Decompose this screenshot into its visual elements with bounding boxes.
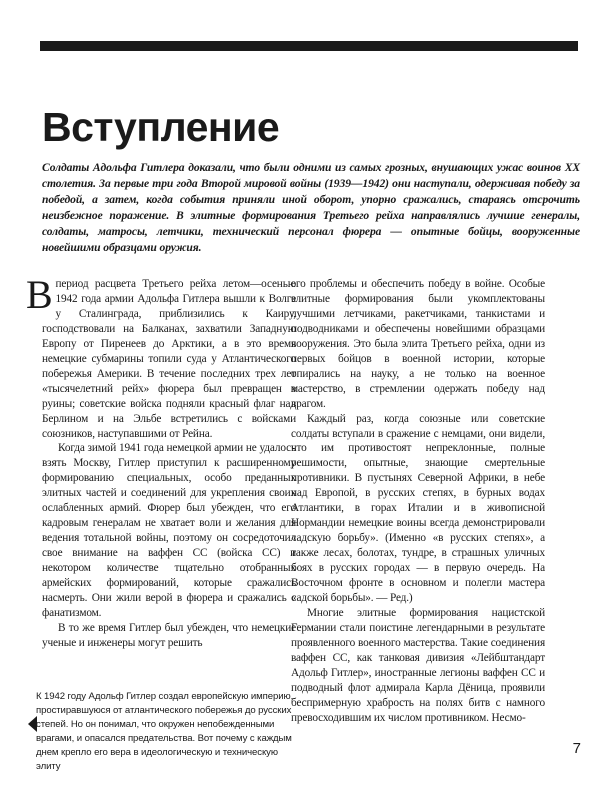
body-paragraph-1 bbox=[26, 272, 296, 441]
right-column bbox=[291, 277, 545, 726]
body-paragraph-4: его проблемы и обеспечить победу в войне. Особые элитные формирования были укомплектованы лучшими летчиками, ракетчиками, танкистами и подводниками и обеспечены новейшими образцами вооружения. Это была элита Третьего рейха, одни из первых бойцов в военной истории, которые опирались на науку, а не только на военное мастерство, в стремлении одержать победу над врагом. bbox=[291, 278, 545, 410]
body-paragraph-5: Каждый раз, когда союзные или советские солдаты вступали в сражение с немцами, они видели, что им противостоят непреклонные, полные решимости, опытные, знающие смертельные противники. В пустынях Северной Африки, в небе над Европой, в русских степях, в бурных водах Атлантики, в горах Италии и в живописной Нормандии немецкие воины всегда демонстрировали «адскую борьбу». (Именно «в русских степях», а также лесах, болотах, тундре, в страшных уличных боях в русских городах — в первую очередь. На Восточном фронте в основном и полегли мастера «адской борьбы». — Ред.) bbox=[291, 412, 545, 605]
chapter-title: Вступление bbox=[42, 104, 280, 150]
body-paragraph-2: Когда зимой 1941 года немецкой армии не удалось взять Москву, Гитлер приступил к расширенному формированию специальных, особо преданных элитных частей и соединений для укрепления своих ослабленных армий. Фюрер был убежден, что его кадровым генералам не хватает воли и желания для ведения тотальной войны, поэтому он сосредоточил свое внимание на ваффен СС (войска СС) и некотором количестве тщательно отобранных армейских формирований, которые сражались насмерть. Они жили верой в фюрера и сражались с фанатизмом. bbox=[42, 442, 296, 619]
image-caption-box bbox=[36, 690, 296, 774]
page-number: 7 bbox=[572, 740, 581, 757]
body-paragraph-6: Многие элитные формирования нацистской Германии стали поистине легендарными в результате проявленного военного мастерства. Такие соединения ваффен СС, как танковая дивизия «Лейбштандарт Адольф Гитлер», иностранные легионы ваффен СС и подводный флот адмирала Карла Дёница, проявили беспримерную храбрость на полях битв с намного превосходившим их числом противником. Несмо- bbox=[291, 606, 545, 724]
body-paragraph-3: В то же время Гитлер был убежден, что немецкие ученые и инженеры могут решить bbox=[42, 621, 296, 649]
caption-pointer-icon bbox=[28, 716, 37, 732]
drop-cap: В bbox=[26, 272, 53, 317]
header-rule bbox=[40, 41, 578, 51]
body-paragraph-1-text: период расцвета Третьего рейха летом—осенью 1942 года армии Адольфа Гитлера вышли к Волге у Сталинграда, приблизились к Каиру, господствовали на Балканах, захватили Западную Европу от Пиренеев до Арктики, а в это время немецкие субмарины топили суда у Атлантического побережья Америки. В течение последних трех лет «тысячелетний рейх» фюрера был превращен в руины; советские войска подняли красный флаг над Берлином и на Эльбе встретились с войсками союзников, наступавшими от Рейна. bbox=[42, 278, 296, 440]
image-caption: К 1942 году Адольф Гитлер создал европейскую империю, простиравшуюся от атлантического побережья до русских степей. Но он понимал, что окружен непобежденными врагами, и опасался предательства. Вот почему с каждым днем крепло его вера в идеологическую и техническую элиту bbox=[36, 691, 294, 772]
lead-paragraph: Солдаты Адольфа Гитлера доказали, что были одними из самых грозных, внушающих ужас воинов XX столетия. За первые три года Второй мировой войны (1939—1942) они наступали, одерживая победу за победой, а затем, когда события приняли иной оборот, упорно сражались, стараясь отсрочить неизбежное поражение. В элитные формирования Третьего рейха направлялись лучшие генералы, солдаты, матросы, летчики, технический персонал фюрера — опытные бойцы, вооруженные новейшими образцами оружия. bbox=[42, 161, 580, 254]
left-column bbox=[26, 272, 296, 651]
